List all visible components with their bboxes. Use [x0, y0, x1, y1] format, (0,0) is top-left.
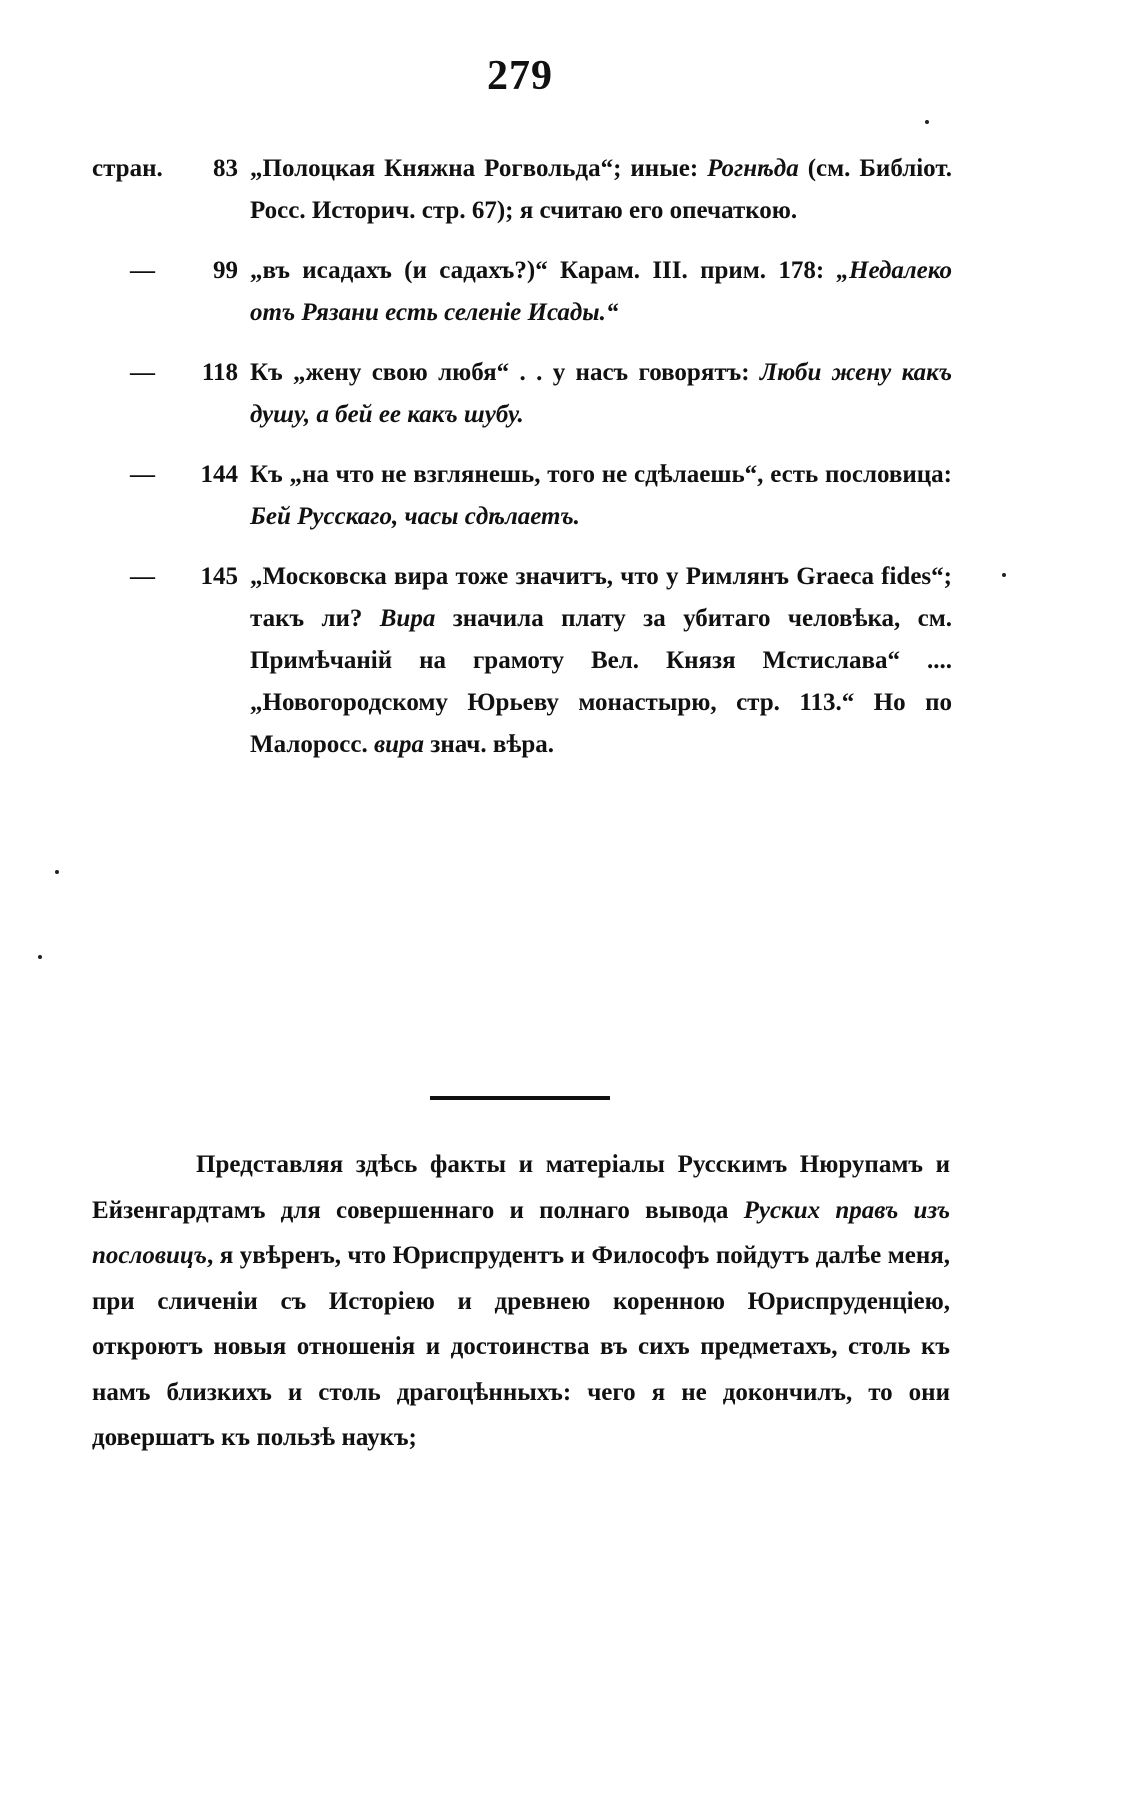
note-text-part: Къ „на что не взглянешь, того не сдѣлаешь“, есть пословица: — [250, 461, 952, 488]
note-text-part: знач. вѣра. — [424, 731, 554, 758]
print-speck — [1002, 573, 1006, 577]
note-99 — [92, 250, 952, 334]
note-text — [250, 250, 952, 334]
note-text-italic: вира — [373, 731, 425, 758]
closing-paragraph — [92, 1142, 950, 1461]
note-page-ref: 118 — [201, 359, 238, 386]
print-speck — [38, 955, 42, 959]
note-dash: — — [130, 359, 155, 386]
note-text-italic: Рогнѣда — [707, 155, 799, 182]
page-number: 279 — [487, 53, 553, 99]
paragraph-text-italic: Руских правъ изъ пословицъ — [92, 1196, 951, 1269]
note-dash: — — [130, 563, 155, 590]
note-118 — [92, 352, 952, 436]
paragraph-text-part: Представляя здѣсь факты и матеріалы Русскимъ Нюрупамъ и Ейзенгардтамъ для совершеннаго и полнаго вывода — [92, 1151, 950, 1224]
note-text-italic: Вира — [379, 605, 436, 632]
footnote-list — [92, 148, 952, 784]
note-text — [250, 148, 952, 232]
note-text-part: „Московска вира тоже значитъ, что у Римлянъ Graeca fides“; такъ ли? — [250, 563, 952, 632]
note-label: стран. — [92, 155, 163, 182]
note-dash: — — [130, 461, 155, 488]
note-145 — [92, 556, 952, 766]
note-text-part: значила плату за убитаго человѣка, см. Примѣчаній на грамоту Вел. Князя Мстислава“ .... „Новогородскому Юрьеву монастырю, стр. 113.“ Но по Малоросс. — [250, 605, 952, 758]
note-dash: — — [130, 257, 155, 284]
note-text — [250, 352, 952, 436]
section-divider — [430, 1096, 610, 1100]
note-text-italic: Бей Русскаго, часы сдѣлаетъ. — [250, 503, 580, 530]
note-page-ref: 83 — [213, 155, 238, 182]
print-speck — [55, 870, 59, 874]
note-page-ref: 99 — [213, 257, 238, 284]
note-83 — [92, 148, 952, 232]
note-text-part: (см. Библіот. Росс. Историч. стр. 67); я считаю его опечаткою. — [250, 155, 952, 224]
note-144 — [92, 454, 952, 538]
note-text-part: „въ исадахъ (и садахъ?)“ Карам. III. прим. 178: — [250, 257, 837, 284]
note-text-part: „Полоцкая Княжна Рогвольда“; иные: — [250, 155, 708, 182]
note-text-italic: Люби жену какъ душу, а бей ее какъ шубу. — [250, 359, 953, 428]
note-text — [250, 454, 952, 538]
note-text-part: Къ „жену свою любя“ . . у насъ говорятъ: — [250, 359, 760, 386]
note-text-italic: „Недалеко отъ Рязани есть селеніе Исады.“ — [250, 257, 952, 326]
paragraph-text-part: , я увѣренъ, что Юриспрудентъ и Философъ пойдутъ далѣе меня, при сличеніи съ Исторіею и древнею коренною Юриспруденціею, откроютъ новыя отношенія и достоинства въ сихъ предметахъ, столь къ намъ близкихъ и столь драгоцѣнныхъ: чего я не докончилъ, то они довершатъ къ пользѣ наукъ; — [92, 1242, 950, 1451]
print-speck — [925, 120, 929, 124]
note-page-ref: 145 — [200, 563, 238, 590]
note-text — [250, 556, 952, 766]
note-page-ref: 144 — [200, 461, 238, 488]
